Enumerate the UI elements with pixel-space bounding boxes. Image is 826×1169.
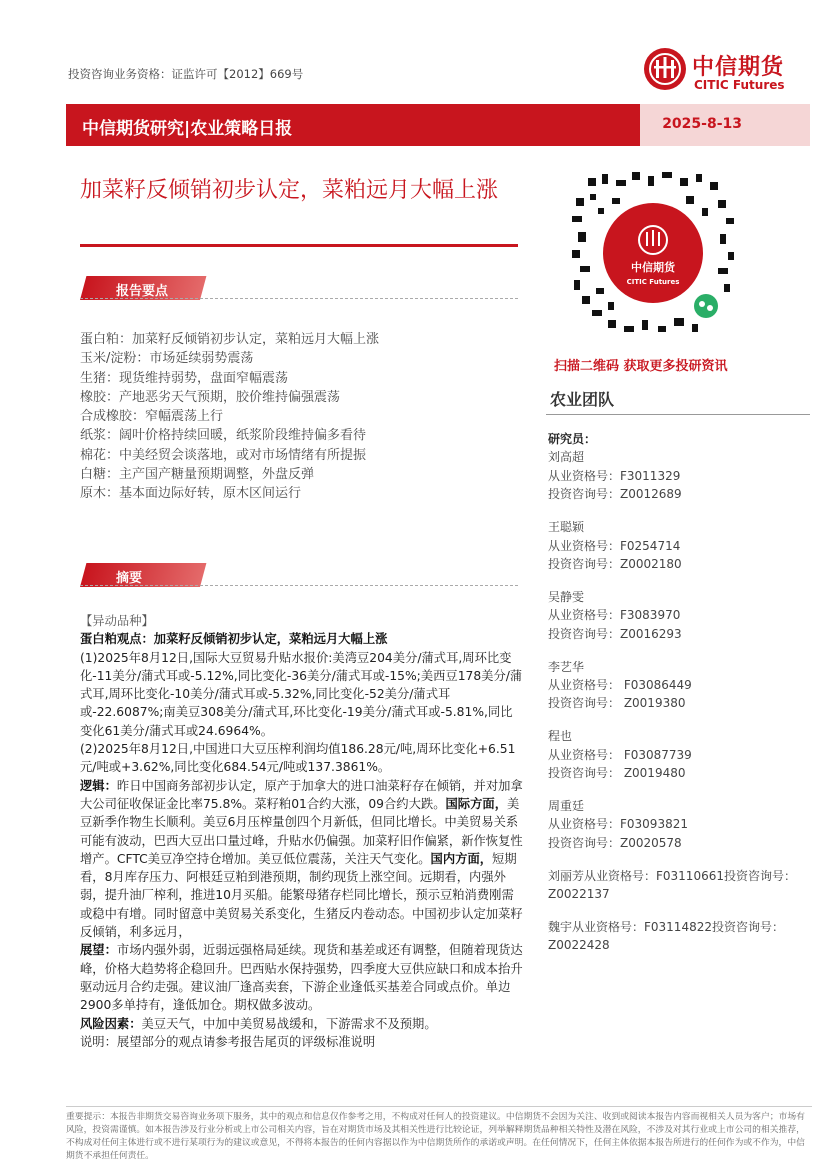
logic-label: 逻辑： [80,778,117,793]
qr-code-icon[interactable] [568,168,738,338]
section-label-bar [80,563,206,587]
key-point-item: 橡胶：产地恶劣天气预期，胶价维持偏强震荡 [80,389,341,405]
report-title: 加菜籽反倾销初步认定，菜粕远月大幅上涨 [80,178,499,203]
rating-note: 说明：展望部分的观点请参考报告尾页的评级标准说明 [80,1034,376,1049]
researcher-license: 从业资格号：F3083970 [548,608,681,623]
risk-paragraph [80,1015,524,1033]
researcher-license: 从业资格号：F0254714 [548,538,681,553]
outlook-label: 展望： [80,943,117,958]
outlook-paragraph [80,941,524,1014]
summary-item-2: (2)2025年8月12日,中国进口大豆压榨利润均值186.28元/吨,周环比变化+6.51元/吨或+3.62%,同比变化684.54元/吨或137.3861%。 [80,742,516,775]
researcher-entry [548,658,798,713]
logic-text: 昨日中国商务部初步认定，原产于加拿大的进口油菜籽存在倾销，并对加拿大公司征收保证金比率75.8%。菜籽粕01合约大涨，09合约大跌。 [80,778,523,811]
intl-label: 国际方面， [445,796,507,811]
researcher-advisory-id: 投资咨询号：Z0012689 [548,487,682,502]
key-point-item: 合成橡胶：窄幅震荡上行 [80,409,224,425]
researcher-advisory-id: 投资咨询号： Z0019480 [548,766,686,781]
summary-section-header [80,563,518,587]
researcher-entry [548,797,798,852]
researcher-advisory-id: 投资咨询号： Z0019380 [548,696,686,711]
key-point-item: 纸浆：阔叶价格持续回暖，纸浆阶段维持偏多看待 [80,428,367,444]
researcher-license: 从业资格号： F03086449 [548,677,692,692]
summary-body [80,612,524,1051]
researcher-name: 李艺华 [548,659,585,674]
researcher-entry [548,448,798,503]
key-point-item: 生猪：现货维持弱势，盘面窄幅震荡 [80,370,289,386]
researcher-advisory-id: 投资咨询号：Z0016293 [548,626,682,641]
intl-text: 美豆新季作物生长顺利。美豆6月压榨量创四个月新低，但同比增长。中美贸易关系可能有波动，巴西大豆出口量过峰，升贴水仍偏强。加菜籽旧作偏紧，新作恢复性增产。CFTC美豆净空持仓增加。美豆低位震荡，关注天气变化。 [80,796,523,866]
researcher-entry [548,727,798,782]
key-point-item: 原木：基本面边际好转，原木区间运行 [80,486,302,502]
logic-paragraph [80,777,524,942]
license-text: 投资咨询业务资格：证监许可【2012】669号 [68,67,304,81]
team-list [548,430,798,969]
domestic-label: 国内方面， [430,851,493,866]
key-point-item: 玉米/淀粉：市场延续弱势震荡 [80,351,254,367]
risk-label: 风险因素： [80,1016,142,1031]
researcher-advisory-id: 投资咨询号：Z0020578 [548,835,682,850]
domestic-text: 短期看，8月库存压力、阿根廷豆粕到港预期，制约现货上涨空间。远期看，内强外弱，提升油厂榨利，推进10月买船。能繁母猪存栏同比增长，预示豆粕消费刚需或稳中有增。同时留意中美贸易关系变化，生猪反内卷动态。中国初步认定加菜籽反倾销，利多远月， [80,851,523,940]
citic-futures-logo [642,44,812,96]
researcher-license: 从业资格号：F3011329 [548,468,681,483]
summary-section-label: 摘要 [116,571,143,586]
summary-item-1: (1)2025年8月12日,国际大豆贸易升贴水报价:美湾豆204美分/蒲式耳,周环比变化-11美分/蒲式耳或-5.12%,同比变化-36美分/蒲式耳或-15%;美西豆178美分/蒲式耳,周环比变化-10美分/蒲式耳或-5.32%,同比变化-52美分/蒲式耳或-22.6087%;南美豆308美分/蒲式耳,环比变化-19美分/蒲式耳或-5.81%,同比变化61美分/蒲式耳或24.6964%。 [80,650,523,738]
logo-name: 中信期货 [692,55,785,80]
key-point-item: 棉花：中美经贸会谈落地，或对市场情绪有所提振 [80,447,367,463]
key-points-list [80,330,379,504]
researcher-entry [548,518,798,573]
researcher-name: 吴静雯 [548,589,585,604]
researcher-name: 刘高超 [548,450,585,465]
researcher-license: 从业资格号： F03087739 [548,747,692,762]
title-divider [80,244,518,247]
points-section-header [80,276,518,300]
researcher-entry [548,588,798,643]
team-divider [546,414,810,415]
report-header-bar [66,104,810,146]
summary-tag: 【异动品种】 [80,614,154,628]
outlook-text: 市场内强外弱，近弱远强格局延续。现货和基差或还有调整，但随着现货达峰，价格大趋势将企稳回升。巴西贴水保持强势，四季度大豆供应缺口和成本抬升驱动远月合约走强。建议油厂逢高卖套，下游企业逢低买基差合同或点价。单边2900多单持有，逢低加仓。期权做多波动。 [80,943,523,1013]
section-dashed-line [80,298,518,299]
team-role-label: 研究员： [548,432,597,446]
qr-caption: 扫描二维码 获取更多投研资讯 [554,359,728,374]
disclaimer-text: 重要提示：本报告非期货交易咨询业务项下服务，其中的观点和信息仅作参考之用，不构成对任何人的投资建议。中信期货不会因为关注、收到或阅读本报告内容而视相关人员为客户；市场有风险，投资需谨慎。如本报告涉及行业分析或上市公司相关内容，旨在对期货市场及其相关性进行比较论证，列举解释期货品种相关特性及潜在风险，不涉及对其行业或上市公司的相关推荐，不构成对任何主体进行或不进行某项行为的建议或意见，不得将本报告的任何内容据以作为中信期货所作的承诺或声明。在任何情况下，任何主体依据本报告所进行的任何作为或不作为，中信期货不承担任何责任。 [66,1106,812,1163]
qr-logo-name: 中信期货 [631,261,675,274]
risk-text: 美豆天气，中加中美贸易战缓和，下游需求不及预期。 [141,1016,437,1031]
researcher-entry-extra: 刘丽芳从业资格号：F03110661投资咨询号：Z0022137 [548,868,796,902]
researcher-name: 程也 [548,729,573,744]
section-dashed-line [80,585,518,586]
report-series-title: 中信期货研究|农业策略日报 [82,119,293,139]
key-point-item: 蛋白粕：加菜籽反倾销初步认定，菜粕远月大幅上涨 [80,332,380,347]
researcher-advisory-id: 投资咨询号：Z0002180 [548,556,682,571]
summary-headline: 蛋白粕观点：加菜籽反倾销初步认定，菜粕远月大幅上涨 [80,632,388,647]
report-date: 2025-8-13 [662,116,742,132]
researcher-name: 周重廷 [548,799,585,813]
key-point-item: 白糖：主产国产糖量预期调整，外盘反弹 [80,467,315,483]
logo-subtitle: CITIC Futures [694,78,785,92]
citic-logo-icon [642,46,688,92]
researcher-entry-extra: 魏宇从业资格号：F03114822投资咨询号：Z0022428 [548,920,784,953]
team-title: 农业团队 [550,390,615,409]
qr-logo-subtitle: CITIC Futures [626,278,680,286]
researcher-name: 王聪颖 [548,520,585,535]
points-section-label: 报告要点 [116,284,169,299]
researcher-license: 从业资格号：F03093821 [548,817,688,832]
